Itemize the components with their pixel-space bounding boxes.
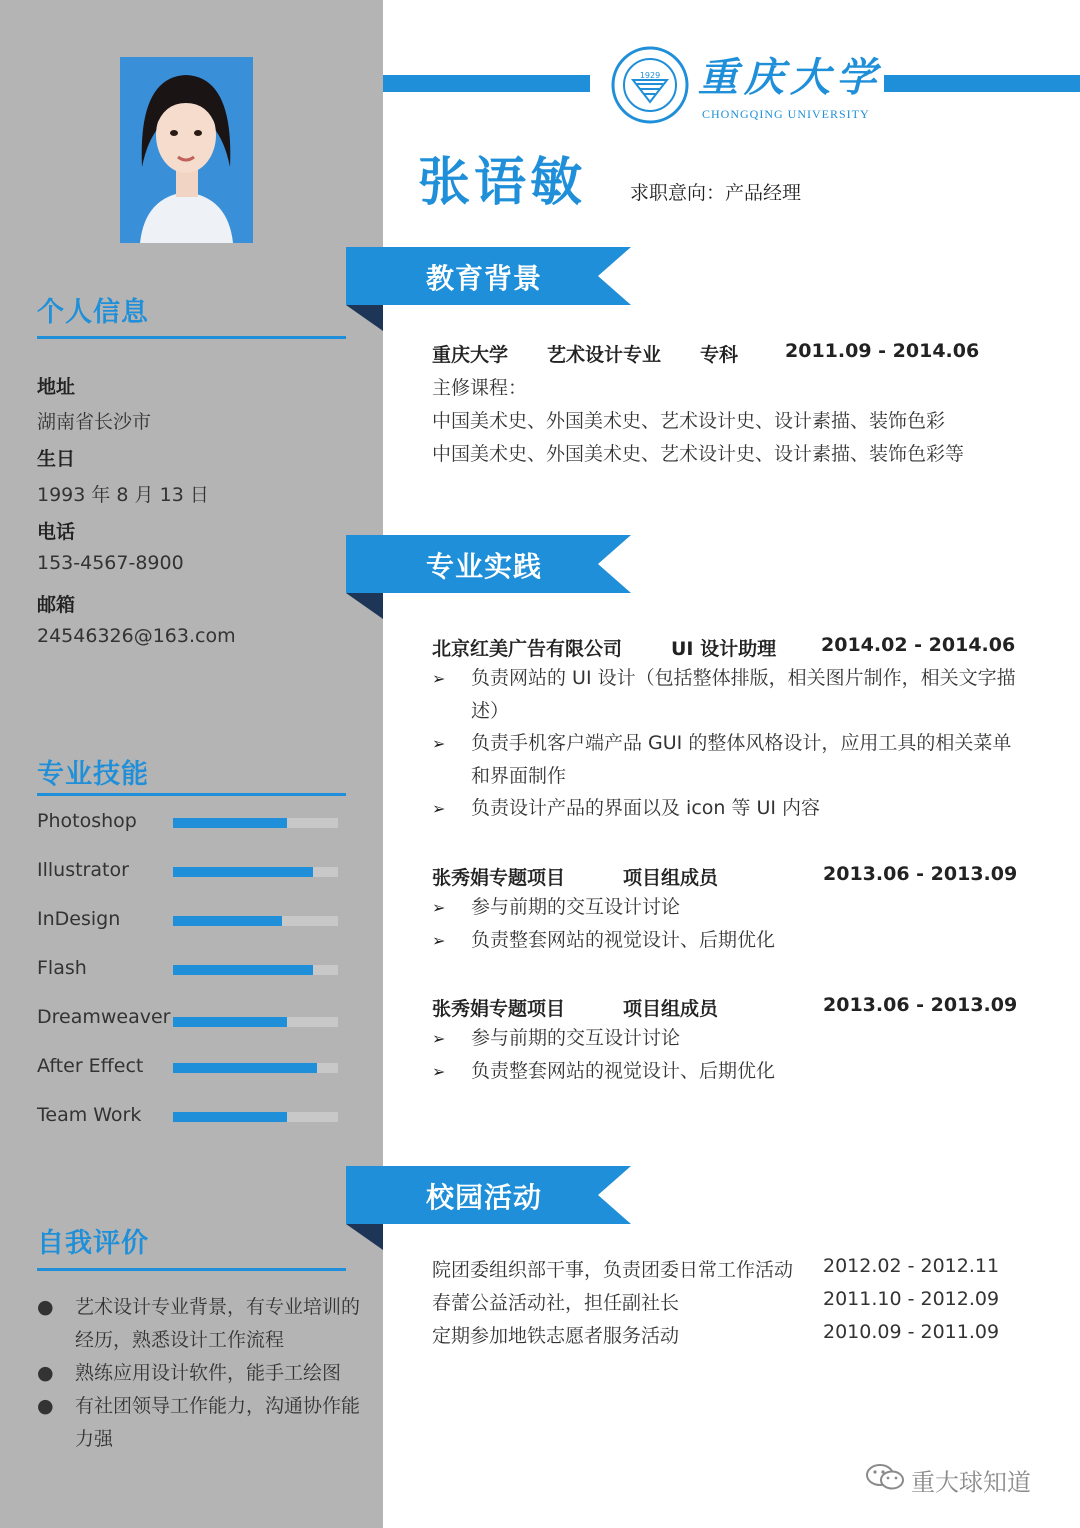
skills-divider [37, 793, 346, 796]
watermark-text: 重大球知道 [911, 1468, 1031, 1497]
sidebar [0, 0, 383, 1528]
job-company: 张秀娟专题项目 [432, 998, 566, 1020]
skill-bar [173, 965, 338, 975]
skills-title: 专业技能 [37, 759, 149, 790]
skill-name: After Effect [37, 1055, 144, 1077]
birthday-label: 生日 [37, 448, 76, 470]
skill-bar-fill [173, 1063, 317, 1073]
job-role: UI 设计助理 [671, 638, 777, 660]
edu-courses-label: 主修课程： [432, 377, 528, 399]
job-item [432, 924, 1032, 957]
practice-title: 专业实践 [426, 550, 543, 583]
arrow-bullet-icon: ➢ [432, 931, 446, 950]
edu-major: 艺术设计专业 [547, 344, 662, 366]
university-en-name: CHONGQING UNIVERSITY [702, 107, 870, 121]
email-label: 邮箱 [37, 594, 76, 616]
skill-bar [173, 916, 338, 926]
job-item-text: 负责网站的 UI 设计（包括整体排版，相关图片制作，相关文字描述） [471, 667, 1016, 722]
eval-text: 有社团领导工作能力，沟通协作能力强 [75, 1395, 361, 1450]
skill-bar [173, 818, 338, 828]
job-item [432, 727, 1022, 793]
email-value: 24546326@163.com [37, 625, 236, 647]
university-logo-text: 重庆大学 [698, 54, 882, 101]
job-period: 2013.06 - 2013.09 [823, 863, 1018, 885]
arrow-bullet-icon: ➢ [432, 734, 446, 753]
skill-name: InDesign [37, 908, 121, 930]
skill-bar-fill [173, 965, 313, 975]
edu-school: 重庆大学 [432, 344, 509, 366]
job-item [432, 662, 1022, 728]
arrow-bullet-icon: ➢ [432, 898, 446, 917]
edu-degree: 专科 [700, 344, 739, 366]
job-item-text: 参与前期的交互设计讨论 [471, 1027, 681, 1049]
job-item [432, 1022, 1032, 1055]
job-item-text: 负责设计产品的界面以及 icon 等 UI 内容 [471, 797, 821, 819]
arrow-bullet-icon: ➢ [432, 669, 446, 688]
skill-name: Photoshop [37, 810, 137, 832]
skill-name: Dreamweaver [37, 1006, 171, 1028]
job-period: 2013.06 - 2013.09 [823, 994, 1018, 1016]
campus-period: 2011.10 - 2012.09 [823, 1288, 1000, 1310]
campus-activity: 院团委组织部干事，负责团委日常工作活动 [432, 1259, 794, 1281]
job-item-text: 负责整套网站的视觉设计、后期优化 [471, 1060, 776, 1082]
campus-title: 校园活动 [426, 1181, 543, 1214]
edu-course-line: 中国美术史、外国美术史、艺术设计史、设计素描、装饰色彩等 [432, 443, 965, 465]
skill-bar-fill [173, 818, 287, 828]
job-role: 项目组成员 [623, 867, 719, 889]
skill-bar [173, 867, 338, 877]
dot-bullet-icon: ● [37, 1395, 54, 1417]
address-label: 地址 [37, 376, 76, 398]
arrow-bullet-icon: ➢ [432, 799, 446, 818]
birthday-value: 1993 年 8 月 13 日 [37, 484, 209, 506]
seal-year: 1929 [639, 71, 661, 80]
education-banner [346, 247, 631, 305]
edu-course-line: 中国美术史、外国美术史、艺术设计史、设计素描、装饰色彩 [432, 410, 946, 432]
self-eval-divider [37, 1268, 346, 1271]
watermark [865, 1462, 1031, 1498]
skill-name: Team Work [37, 1104, 142, 1126]
candidate-name: 张语敏 [418, 153, 587, 213]
address-value: 湖南省长沙市 [37, 411, 152, 433]
job-item-text: 负责整套网站的视觉设计、后期优化 [471, 929, 776, 951]
skill-bar-fill [173, 916, 282, 926]
campus-activity: 定期参加地铁志愿者服务活动 [432, 1325, 680, 1347]
practice-banner [346, 535, 631, 593]
skill-bar-fill [173, 867, 313, 877]
job-period: 2014.02 - 2014.06 [821, 634, 1016, 656]
arrow-bullet-icon: ➢ [432, 1062, 446, 1081]
skill-name: Illustrator [37, 859, 129, 881]
campus-activity: 春蕾公益活动社，担任副社长 [432, 1292, 680, 1314]
job-item [432, 1055, 1032, 1088]
campus-period: 2012.02 - 2012.11 [823, 1255, 1000, 1277]
skill-bar [173, 1112, 338, 1122]
campus-period: 2010.09 - 2011.09 [823, 1321, 1000, 1343]
education-title: 教育背景 [426, 262, 543, 295]
job-role: 项目组成员 [623, 998, 719, 1020]
university-seal-icon [611, 46, 689, 124]
skill-bar-fill [173, 1017, 287, 1027]
job-company: 张秀娟专题项目 [432, 867, 566, 889]
self-eval-title: 自我评价 [37, 1228, 149, 1259]
eval-item [37, 1357, 377, 1390]
eval-text: 艺术设计专业背景，有专业培训的经历，熟悉设计工作流程 [75, 1296, 361, 1351]
wechat-icon [865, 1462, 905, 1498]
personal-info-divider [37, 336, 346, 339]
phone-label: 电话 [37, 521, 76, 543]
header-bar-left [383, 75, 590, 92]
header-bar-right [884, 75, 1080, 92]
job-item-text: 负责手机客户端产品 GUI 的整体风格设计，应用工具的相关菜单和界面制作 [471, 732, 1012, 787]
personal-info-title: 个人信息 [37, 297, 149, 328]
eval-item [37, 1390, 377, 1456]
campus-banner [346, 1166, 631, 1224]
job-company: 北京红美广告有限公司 [432, 638, 623, 660]
dot-bullet-icon: ● [37, 1296, 54, 1318]
skill-bar [173, 1063, 338, 1073]
skill-bar [173, 1017, 338, 1027]
dot-bullet-icon: ● [37, 1362, 54, 1384]
edu-period: 2011.09 - 2014.06 [785, 340, 980, 362]
skill-bar-fill [173, 1112, 287, 1122]
eval-text: 熟练应用设计软件，能手工绘图 [75, 1362, 342, 1384]
job-item [432, 792, 1032, 825]
phone-value: 153-4567-8900 [37, 552, 184, 574]
skill-name: Flash [37, 957, 87, 979]
arrow-bullet-icon: ➢ [432, 1029, 446, 1048]
job-item [432, 891, 1032, 924]
job-item-text: 参与前期的交互设计讨论 [471, 896, 681, 918]
eval-item [37, 1291, 377, 1357]
profile-photo [120, 57, 253, 243]
job-objective: 求职意向：产品经理 [630, 182, 802, 204]
